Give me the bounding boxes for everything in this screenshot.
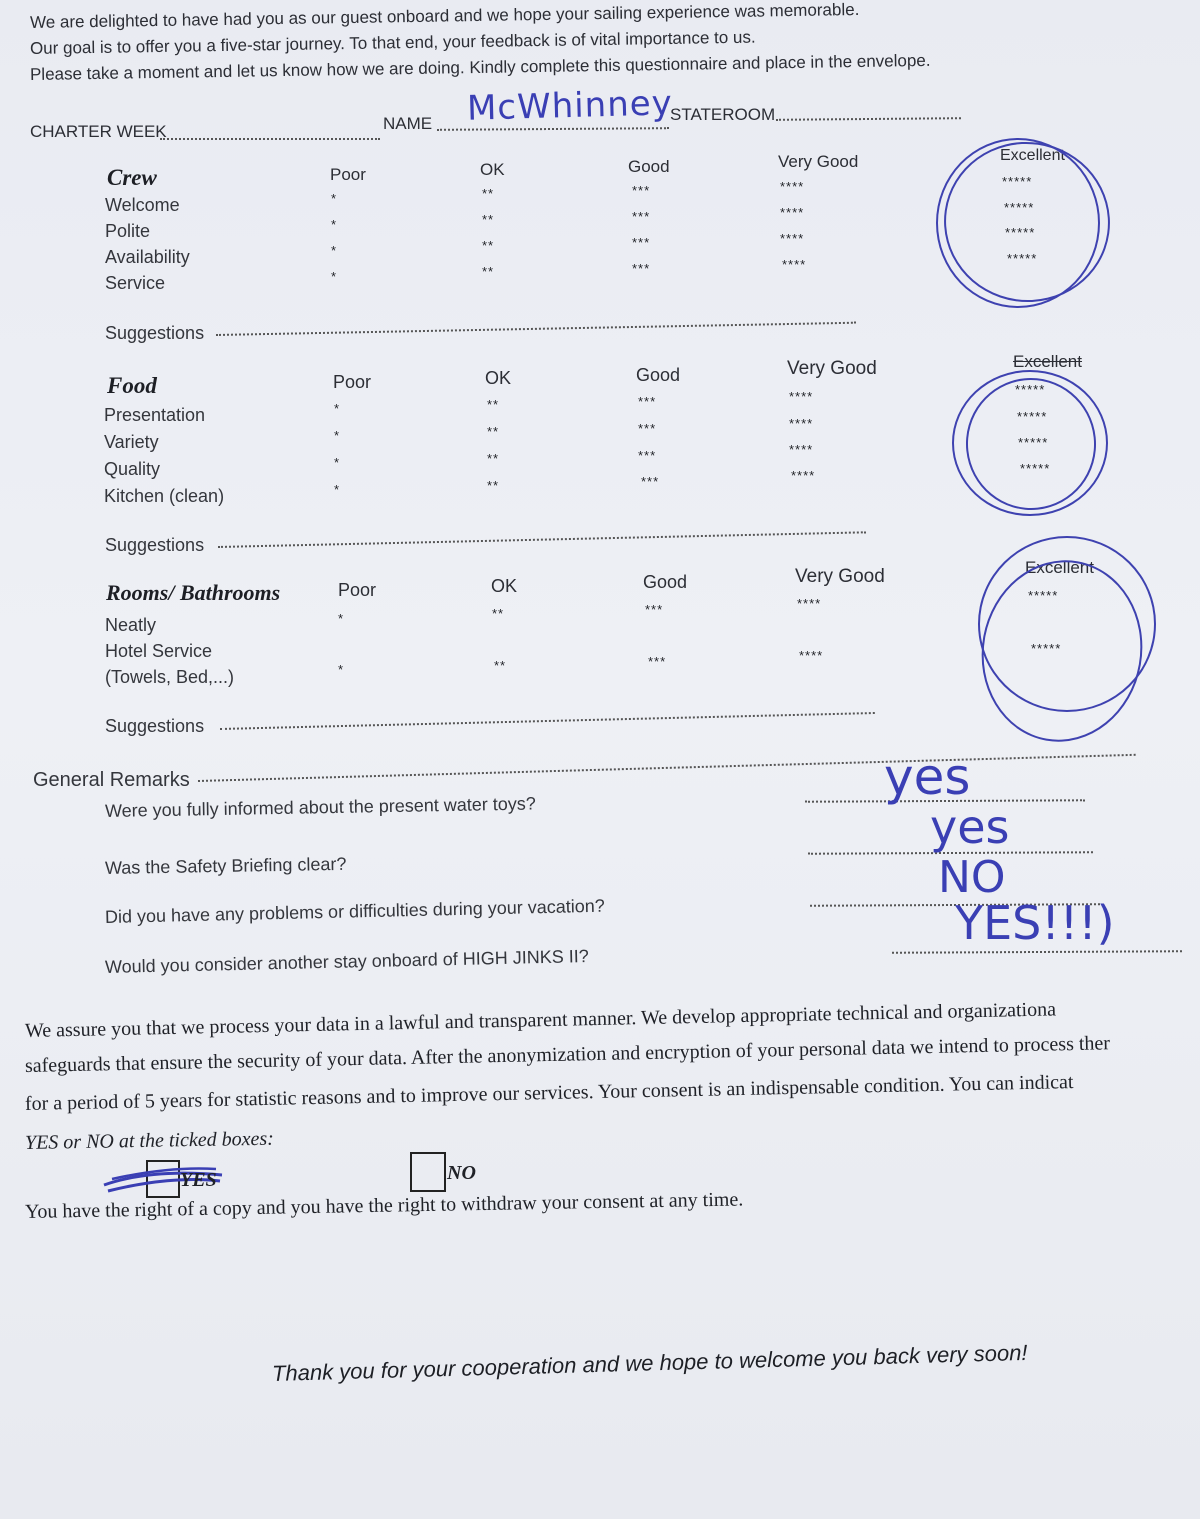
food-star-poor[interactable]: * <box>334 482 341 497</box>
crew-suggestions-label: Suggestions <box>105 323 205 343</box>
food-star-good[interactable]: *** <box>638 421 657 436</box>
rooms-item-neatly: Neatly <box>105 615 157 635</box>
food-suggestions-label: Suggestions <box>105 535 205 555</box>
rooms-star-very-good[interactable]: **** <box>799 648 824 663</box>
crew-heading: Crew <box>107 165 157 190</box>
crew-item-service: Service <box>105 273 166 293</box>
rooms-col-ok: OK <box>491 576 518 596</box>
answer-water-toys: yes <box>884 748 971 806</box>
crew-star-poor[interactable]: * <box>331 243 338 258</box>
privacy-line-1: We assure you that we process your data in a lawful and transparent manner. We develop appropriate technical and organizationa <box>24 998 1057 1042</box>
food-star-excellent[interactable]: ***** <box>1018 435 1049 450</box>
food-col-good: Good <box>636 365 681 385</box>
rooms-star-good[interactable]: *** <box>645 602 664 617</box>
crew-col-poor: Poor <box>330 165 366 184</box>
food-item-quality: Quality <box>104 459 161 479</box>
crew-item-availability: Availability <box>105 247 190 267</box>
food-star-ok[interactable]: ** <box>487 397 500 412</box>
food-col-excellent: Excellent <box>1013 352 1082 371</box>
food-star-very-good[interactable]: **** <box>791 468 816 483</box>
food-item-variety: Variety <box>104 432 159 452</box>
crew-col-good: Good <box>628 157 670 176</box>
rooms-suggestions-field[interactable] <box>220 712 875 730</box>
consent-no-label: NO <box>447 1162 476 1184</box>
answer-problems: NO <box>938 852 1006 903</box>
crew-star-poor[interactable]: * <box>331 191 338 206</box>
food-star-ok[interactable]: ** <box>487 424 500 439</box>
food-heading: Food <box>107 373 157 398</box>
rooms-item-hotel-service: Hotel Service <box>105 641 213 661</box>
crew-star-poor[interactable]: * <box>331 269 338 284</box>
food-col-poor: Poor <box>333 372 372 392</box>
crew-col-ok: OK <box>480 160 505 179</box>
rooms-col-excellent: Excellent <box>1025 558 1094 577</box>
crew-col-excellent: Excellent <box>1000 147 1065 164</box>
food-star-excellent[interactable]: ***** <box>1020 461 1051 476</box>
crew-star-poor[interactable]: * <box>331 217 338 232</box>
food-star-good[interactable]: *** <box>638 394 657 409</box>
rooms-suggestions-label: Suggestions <box>105 716 205 736</box>
stateroom-field[interactable] <box>776 117 961 121</box>
rooms-star-excellent[interactable]: ***** <box>1031 641 1062 656</box>
consent-yes-label: YES <box>180 1169 217 1191</box>
crew-star-excellent[interactable]: ***** <box>1004 200 1035 215</box>
rooms-star-poor[interactable]: * <box>338 662 345 677</box>
food-star-ok[interactable]: ** <box>487 451 500 466</box>
answer-line-another-stay[interactable] <box>892 950 1182 954</box>
intro-line-2: Our goal is to offer you a five-star journey. To that end, your feedback is of vital importance to us. <box>29 27 756 58</box>
crew-item-welcome: Welcome <box>105 195 180 215</box>
food-star-ok[interactable]: ** <box>487 478 500 493</box>
privacy-line-4: YES or NO at the ticked boxes: <box>24 1127 274 1154</box>
crew-star-ok[interactable]: ** <box>482 238 495 253</box>
rooms-star-good[interactable]: *** <box>648 654 667 669</box>
food-star-excellent[interactable]: ***** <box>1017 409 1048 424</box>
privacy-line-2: safeguards that ensure the security of your data. After the anonymization and encryption of your personal data we intend to process ther <box>24 1032 1111 1077</box>
rooms-col-poor: Poor <box>338 580 377 600</box>
food-col-ok: OK <box>485 368 512 388</box>
food-star-very-good[interactable]: **** <box>789 389 814 404</box>
food-star-poor[interactable]: * <box>334 428 341 443</box>
answer-another-stay: YES!!!) <box>955 896 1115 950</box>
privacy-line-3: for a period of 5 years for statistic reasons and to improve our services. Your consent is an indispensable condition. You can indicat <box>24 1071 1074 1115</box>
crew-star-good[interactable]: *** <box>632 261 651 276</box>
crew-star-excellent[interactable]: ***** <box>1002 174 1033 189</box>
rooms-col-very-good: Very Good <box>795 566 885 587</box>
crew-col-very-good: Very Good <box>778 152 859 171</box>
charter-week-field[interactable] <box>160 138 380 140</box>
crew-suggestions-field[interactable] <box>216 322 856 336</box>
crew-star-excellent[interactable]: ***** <box>1007 251 1038 266</box>
food-star-excellent[interactable]: ***** <box>1015 382 1046 397</box>
rooms-star-very-good[interactable]: **** <box>797 596 822 611</box>
general-remarks-field[interactable] <box>198 754 1136 782</box>
rooms-star-ok[interactable]: ** <box>492 606 505 621</box>
crew-item-polite: Polite <box>105 221 151 241</box>
rooms-star-excellent[interactable]: ***** <box>1028 588 1059 603</box>
food-suggestions-field[interactable] <box>218 531 866 548</box>
charter-week-label: CHARTER WEEK <box>30 122 167 141</box>
crew-star-ok[interactable]: ** <box>482 212 495 227</box>
name-handwritten-value: McWhinney <box>466 83 674 129</box>
rooms-col-good: Good <box>643 572 688 592</box>
crew-star-good[interactable]: *** <box>632 209 651 224</box>
question-problems: Did you have any problems or difficulties during your vacation? <box>104 895 606 927</box>
crew-star-good[interactable]: *** <box>632 235 651 250</box>
crew-star-ok[interactable]: ** <box>482 264 495 279</box>
name-label: NAME <box>383 114 433 133</box>
food-col-very-good: Very Good <box>787 358 877 379</box>
rooms-star-ok[interactable]: ** <box>494 658 507 673</box>
food-star-poor[interactable]: * <box>334 401 341 416</box>
general-remarks-label: General Remarks <box>33 769 190 791</box>
rooms-heading: Rooms/ Bathrooms <box>106 580 281 605</box>
crew-star-very-good[interactable]: **** <box>780 179 805 194</box>
question-safety-briefing: Was the Safety Briefing clear? <box>104 853 347 878</box>
crew-star-ok[interactable]: ** <box>482 186 495 201</box>
food-star-poor[interactable]: * <box>334 455 341 470</box>
food-star-very-good[interactable]: **** <box>789 416 814 431</box>
stateroom-label: STATEROOM <box>670 105 776 124</box>
rooms-item-towels-bed: (Towels, Bed,...) <box>105 667 235 687</box>
question-another-stay: Would you consider another stay onboard of HIGH JINKS II? <box>104 946 590 977</box>
crew-star-very-good[interactable]: **** <box>782 257 807 272</box>
food-item-presentation: Presentation <box>104 405 206 425</box>
food-star-very-good[interactable]: **** <box>789 442 814 457</box>
intro-line-3: Please take a moment and let us know how we are doing. Kindly complete this questionnaire and place in the envelope. <box>29 50 931 84</box>
food-item-kitchen: Kitchen (clean) <box>104 486 225 506</box>
right-of-copy-text: You have the right of a copy and you have the right to withdraw your consent at any time. <box>24 1188 744 1223</box>
food-star-good[interactable]: *** <box>641 474 660 489</box>
crew-star-very-good[interactable]: **** <box>780 205 805 220</box>
food-star-good[interactable]: *** <box>638 448 657 463</box>
rooms-star-poor[interactable]: * <box>338 611 345 626</box>
crew-star-excellent[interactable]: ***** <box>1005 225 1036 240</box>
crew-star-very-good[interactable]: **** <box>780 231 805 246</box>
answer-safety-briefing: yes <box>930 800 1010 854</box>
consent-no-checkbox[interactable] <box>410 1152 446 1192</box>
crew-star-good[interactable]: *** <box>632 183 651 198</box>
intro-line-1: We are delighted to have had you as our guest onboard and we hope your sailing experience was memorable. <box>29 0 860 32</box>
thank-you-message: Thank you for your cooperation and we hope to welcome you back very soon! <box>271 1339 1028 1386</box>
question-water-toys: Were you fully informed about the present water toys? <box>104 793 537 821</box>
